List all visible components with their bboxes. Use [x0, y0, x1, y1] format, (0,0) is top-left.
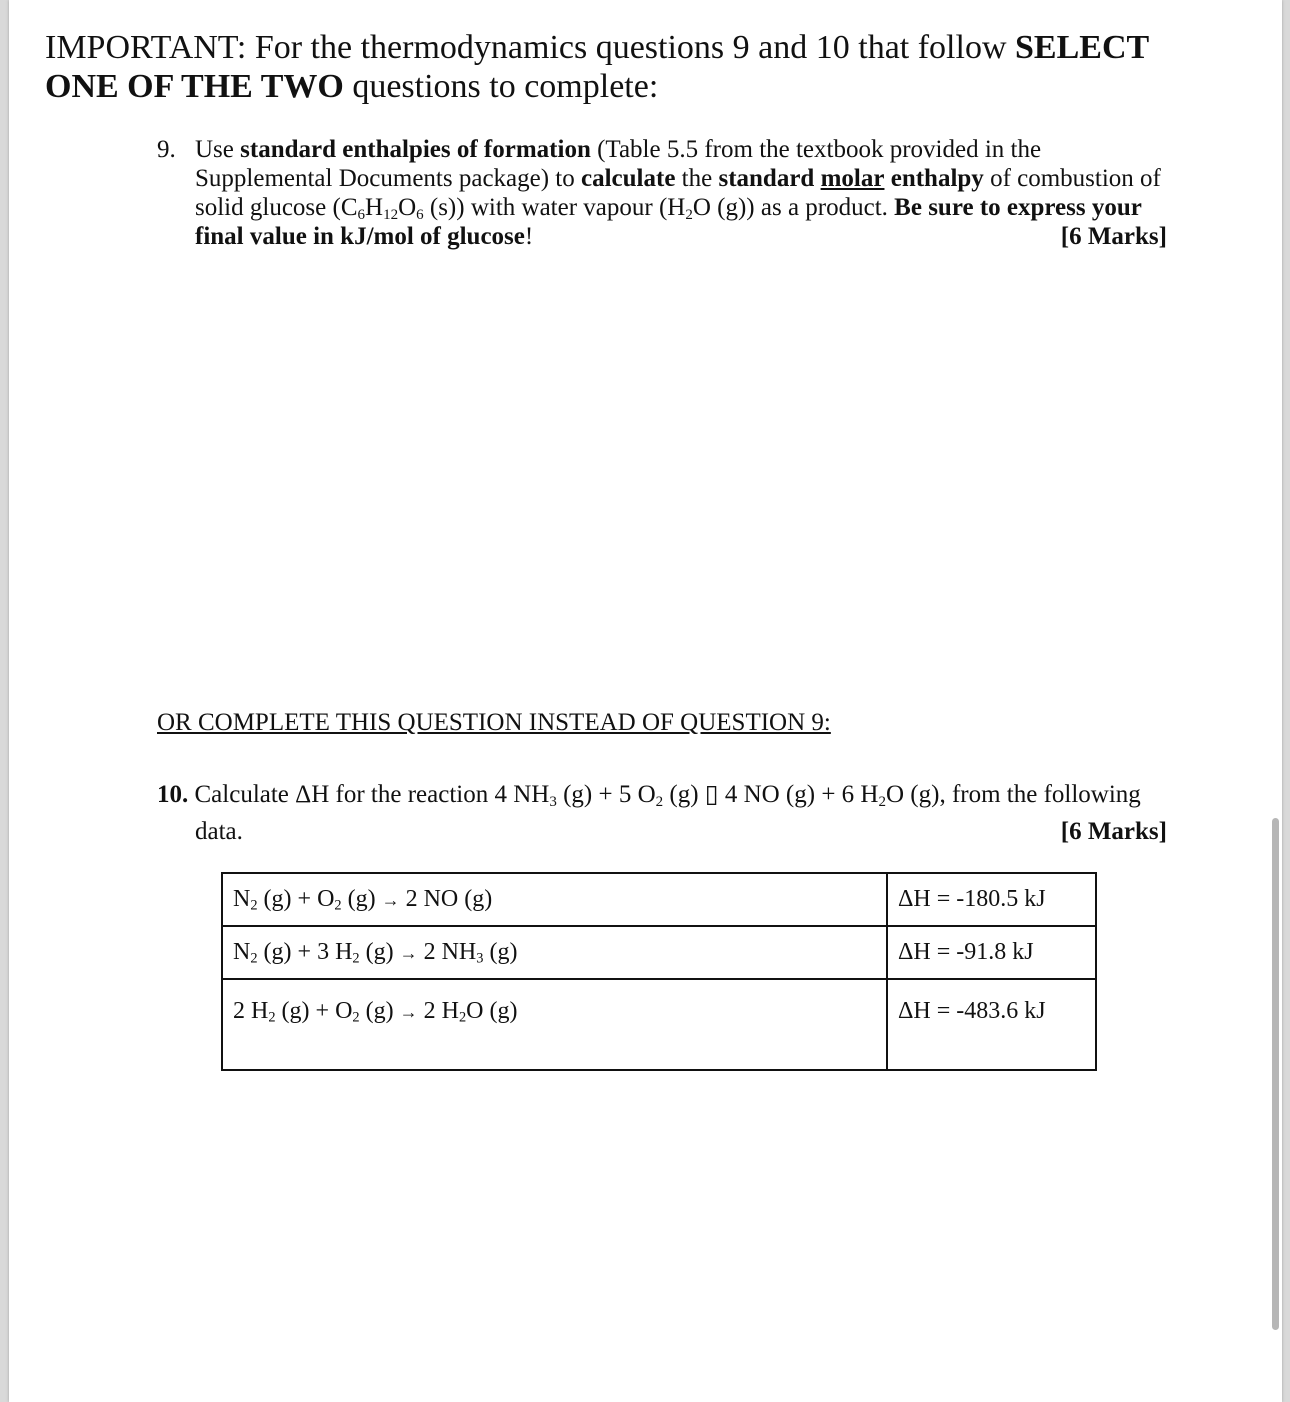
intro-text: IMPORTANT: For the thermodynamics questions 9 and 10 that follow — [45, 29, 1015, 66]
enthalpy-value: ΔH = -483.6 kJ — [887, 979, 1096, 1070]
arrow-icon: → — [399, 943, 418, 963]
missing-arrow-glyph-icon: ▯ — [704, 781, 719, 808]
q9-line-1: Use standard enthalpies of formation (Table 5.5 from the textbook provided in the — [195, 136, 1042, 163]
q9-line-4: final value in kJ/mol of glucose! [6 Marks] — [195, 223, 1167, 250]
q10-marks: [6 Marks] — [1060, 818, 1167, 845]
q10-line-1: 10. Calculate ΔH for the reaction 4 $NH_3$ (g) + 5 $O_2$ (g) ▯ 4 NO (g) + 6 $H_2O$ (g), from the following — [157, 781, 1141, 810]
or-complete-heading: OR COMPLETE THIS QUESTION INSTEAD OF QUESTION 9: — [157, 709, 831, 736]
question-9-number: 9. — [157, 136, 176, 163]
enthalpy-value: ΔH = -180.5 kJ — [887, 873, 1096, 926]
arrow-icon: → — [381, 890, 400, 910]
intro-text-end: questions to complete: — [343, 68, 659, 105]
vertical-scrollbar[interactable] — [1272, 818, 1279, 1330]
reaction-equation: $N_2$ $(g) + O_2$ (g) → 2 NO (g) — [222, 873, 887, 926]
intro-bold-one-of-two: ONE OF THE TWO — [45, 68, 344, 105]
table-row — [222, 873, 1096, 926]
q9-marks: [6 Marks] — [1060, 223, 1167, 250]
arrow-icon: → — [399, 1002, 418, 1022]
table-row — [222, 926, 1096, 979]
q10-line-2: data. [6 Marks] — [195, 818, 1167, 845]
table-row — [222, 979, 1096, 1070]
question-9 — [157, 135, 1167, 251]
important-instructions — [45, 28, 1155, 106]
document-page — [9, 0, 1282, 1402]
q9-line-2: Supplemental Documents package) to calculate the standard molar enthalpy of combustion of — [195, 165, 1161, 192]
enthalpy-value: ΔH = -91.8 kJ — [887, 926, 1096, 979]
question-10 — [157, 780, 1167, 847]
reaction-equation: 2 $H_2$ $(g) + O_2$ (g) → 2 $H_2O$ (g) — [222, 979, 887, 1070]
reaction-equation: $N_2$ (g) + 3 $H_2$ (g) → 2 $NH_3$ (g) — [222, 926, 887, 979]
q9-line-3: solid glucose ($C_6H_{12}O_6$ (s)) with water vapour ($H_2O$ (g)) as a product. Be sure to express your — [195, 194, 1142, 223]
intro-bold-select: SELECT — [1015, 29, 1150, 66]
question-10-number: 10. — [157, 781, 189, 808]
reaction-data-table — [221, 872, 1097, 1071]
